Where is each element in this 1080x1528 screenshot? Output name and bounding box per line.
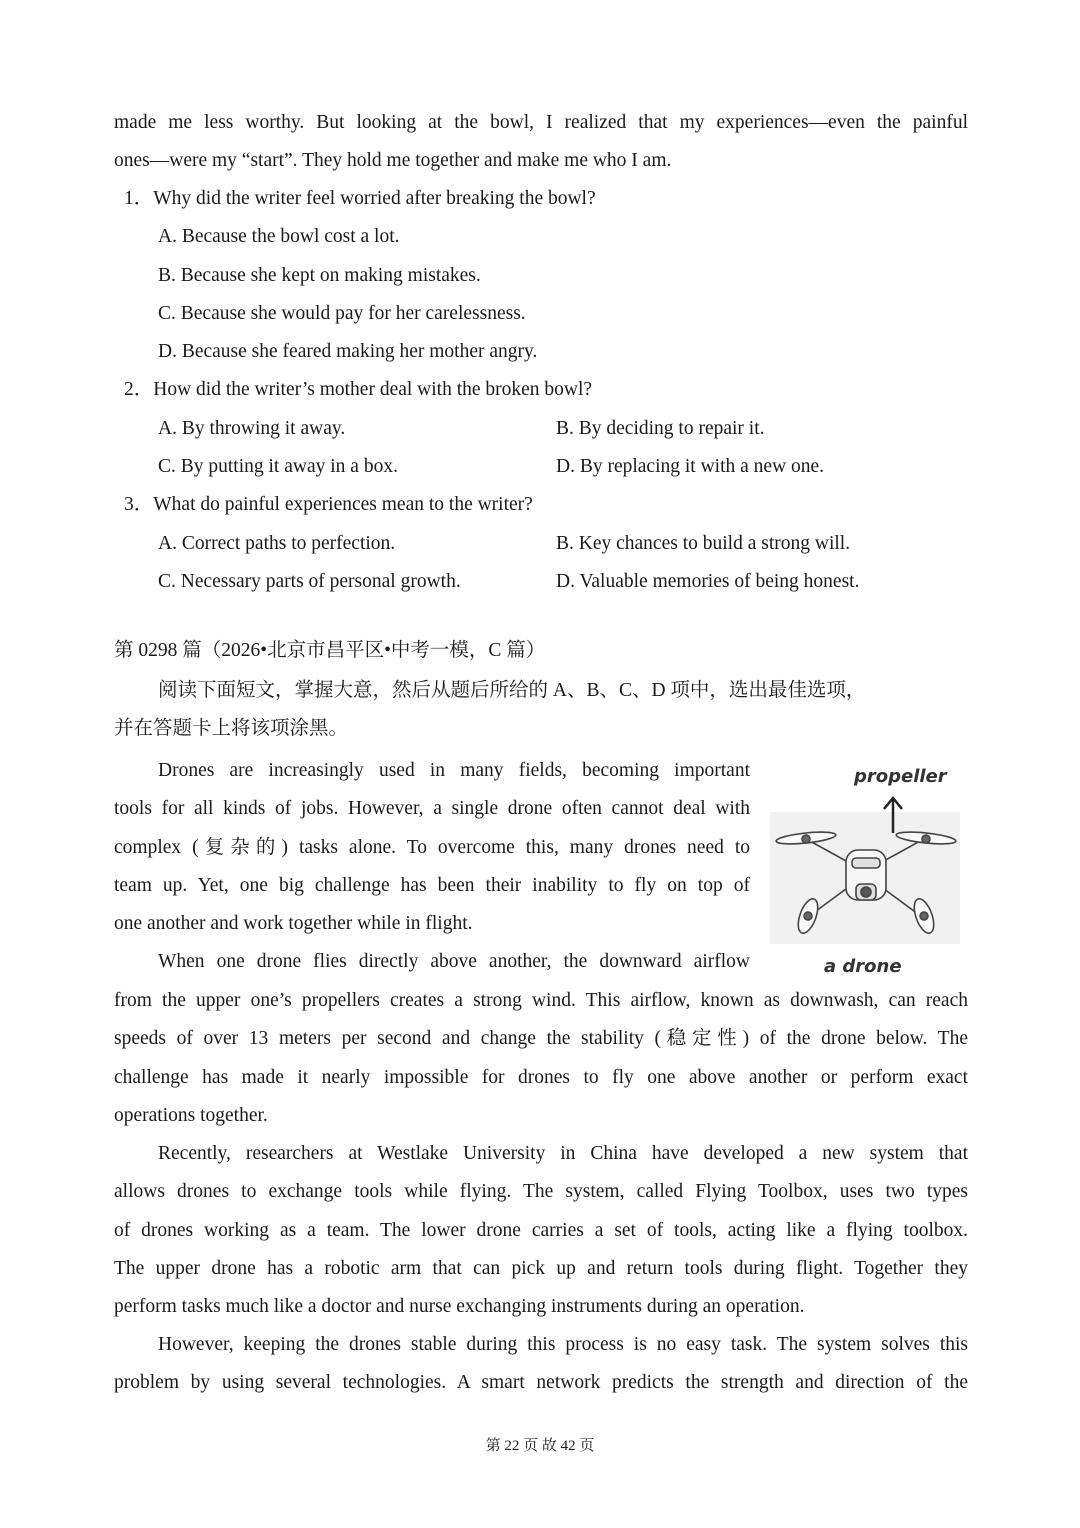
passage-line: challenge has made it nearly impossible for drones to fly one above another or perform exact — [114, 1066, 968, 1088]
option-3b: B. Key chances to build a strong will. — [556, 533, 851, 554]
option-1d: D. Because she feared making her mother angry. — [158, 341, 538, 362]
top-paragraph-line: ones—were my “start”. They hold me together and make me who I am. — [114, 150, 672, 172]
passage-line: speeds of over 13 meters per second and change the stability (稳定性) of the drone below. The — [114, 1028, 968, 1050]
passage-line: Recently, researchers at Westlake University in China have developed a new system that — [158, 1143, 968, 1164]
question-1 — [124, 180, 596, 218]
option-1a: A. Because the bowl cost a lot. — [158, 226, 400, 247]
passage-line: However, keeping the drones stable during this process is no easy task. The system solves this — [158, 1334, 968, 1355]
option-3a: A. Correct paths to perfection. — [158, 533, 396, 554]
question-number: 1． — [124, 188, 154, 209]
question-number: 3． — [124, 494, 154, 515]
passage-line: problem by using several technologies. A smart network predicts the strength and direction of the — [114, 1372, 968, 1394]
passage-line: team up. Yet, one big challenge has been their inability to fly on top of — [114, 874, 750, 896]
passage-line: The upper drone has a robotic arm that can pick up and return tools during flight. Together they — [114, 1257, 968, 1279]
passage-paragraph-2-start — [114, 943, 750, 981]
option-1c: C. Because she would pay for her carelessness. — [158, 303, 526, 324]
top-paragraph — [114, 104, 968, 181]
question-3 — [124, 486, 533, 524]
passage-line: perform tasks much like a doctor and nurse exchanging instruments during an operation. — [114, 1296, 805, 1318]
drone-illustration — [768, 762, 964, 982]
passage-line: tools for all kinds of jobs. However, a single drone often cannot deal with — [114, 798, 750, 820]
passage-line: allows drones to exchange tools while flying. The system, called Flying Toolbox, uses two types — [114, 1181, 968, 1203]
instructions-line: 并在答题卡上将该项涂黑。 — [114, 718, 349, 740]
instructions-line: 阅读下面短文，掌握大意，然后从题后所给的 A、B、C、D 项中，选出最佳选项， — [158, 680, 866, 701]
passage-paragraph-1 — [114, 752, 750, 943]
passage-line: of drones working as a team. The lower drone carries a set of tools, acting like a flying toolbox. — [114, 1219, 968, 1241]
passage-line: Drones are increasingly used in many fields, becoming important — [158, 760, 750, 781]
passage-line: one another and work together while in flight. — [114, 913, 473, 935]
top-paragraph-line: made me less worthy. But looking at the bowl, I realized that my experiences—even the painful — [114, 112, 968, 133]
page-footer: 第 22 页 故 42 页 — [485, 1438, 595, 1454]
passage-line: operations together. — [114, 1104, 268, 1126]
question-text: What do painful experiences mean to the writer? — [153, 494, 533, 515]
question-text: Why did the writer feel worried after breaking the bowl? — [153, 188, 596, 209]
passage-paragraph-4 — [114, 1326, 968, 1403]
option-1b: B. Because she kept on making mistakes. — [158, 265, 481, 286]
propeller-label: propeller — [854, 766, 947, 787]
passage-paragraph-2 — [114, 982, 968, 1135]
question-2 — [124, 371, 592, 409]
section-heading: 第 0298 篇（2026•北京市昌平区•中考一模，C 篇） — [114, 640, 546, 661]
option-2d: D. By replacing it with a new one. — [556, 456, 825, 477]
drone-figure — [768, 762, 964, 982]
option-2c: C. By putting it away in a box. — [158, 456, 398, 477]
option-3c: C. Necessary parts of personal growth. — [158, 571, 461, 592]
option-3d: D. Valuable memories of being honest. — [556, 571, 860, 592]
option-2b: B. By deciding to repair it. — [556, 418, 765, 439]
passage-line: When one drone flies directly above another, the downward airflow — [158, 951, 750, 972]
passage-paragraph-3 — [114, 1135, 968, 1326]
question-number: 2． — [124, 379, 154, 400]
passage-line: complex (复杂的) tasks alone. To overcome this, many drones need to — [114, 836, 750, 858]
question-text: How did the writer’s mother deal with the broken bowl? — [153, 379, 593, 400]
drone-label: a drone — [824, 956, 902, 977]
instructions — [114, 672, 968, 749]
option-2a: A. By throwing it away. — [158, 418, 346, 439]
passage-line: from the upper one’s propellers creates a strong wind. This airflow, known as downwash, can reach — [114, 990, 968, 1011]
